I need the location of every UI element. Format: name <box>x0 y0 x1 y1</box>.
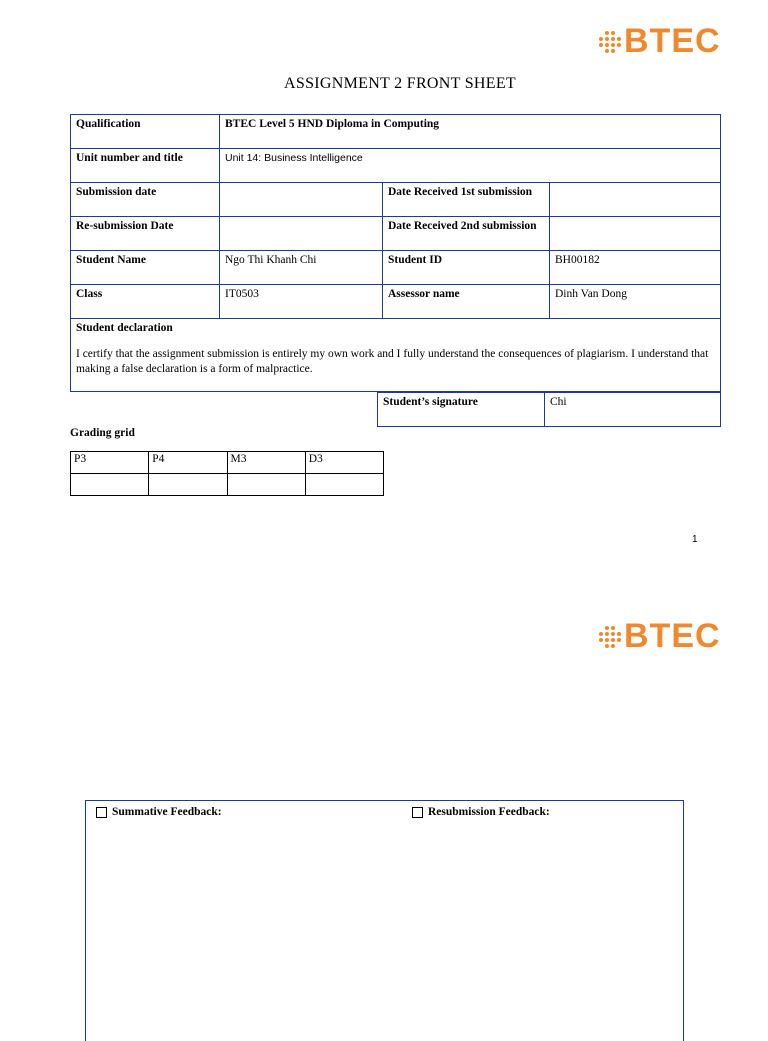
assessor-value: Dinh Van Dong <box>550 285 721 319</box>
btec-logo <box>599 22 721 61</box>
student-id-value: BH00182 <box>550 251 721 285</box>
table-row <box>71 149 721 183</box>
submission-date-value <box>220 183 383 217</box>
resubmission-date-value <box>220 217 383 251</box>
declaration-text: I certify that the assignment submission is entirely my own work and I fully understand the consequences of plagiarism. I understand that making a false declaration is a form of malpractice. <box>76 348 709 375</box>
summative-feedback <box>96 806 222 818</box>
summative-feedback-label: Summative Feedback: <box>112 806 222 818</box>
table-row <box>71 183 721 217</box>
received-2nd-label: Date Received 2nd submission <box>383 217 550 251</box>
table-row <box>378 393 721 427</box>
signature-value: Chi <box>545 393 721 427</box>
checkbox-icon[interactable] <box>96 807 107 818</box>
page-number: 1 <box>692 534 698 545</box>
student-name-label: Student Name <box>71 251 220 285</box>
grading-grid <box>70 451 384 496</box>
resubmission-feedback <box>412 806 550 818</box>
logo-text: BTEC <box>624 617 721 655</box>
class-value: IT0503 <box>220 285 383 319</box>
grade-header-d3: D3 <box>305 452 383 474</box>
student-id-label: Student ID <box>383 251 550 285</box>
table-row <box>71 115 721 149</box>
student-name-value: Ngo Thi Khanh Chi <box>220 251 383 285</box>
class-label: Class <box>71 285 220 319</box>
logo-text: BTEC <box>624 22 721 60</box>
grade-cell[interactable] <box>305 474 383 496</box>
checkbox-icon[interactable] <box>412 807 423 818</box>
received-1st-label: Date Received 1st submission <box>383 183 550 217</box>
submission-date-label: Submission date <box>71 183 220 217</box>
grading-grid-label: Grading grid <box>70 427 135 439</box>
table-row <box>71 251 721 285</box>
declaration-cell <box>71 319 721 392</box>
grade-header-m3: M3 <box>227 452 305 474</box>
received-1st-value <box>550 183 721 217</box>
unit-value: Unit 14: Business Intelligence <box>220 149 721 183</box>
received-2nd-value <box>550 217 721 251</box>
logo-dots-icon <box>599 626 621 648</box>
signature-label: Student’s signature <box>378 393 545 427</box>
qualification-label: Qualification <box>71 115 220 149</box>
unit-label: Unit number and title <box>71 149 220 183</box>
btec-logo <box>599 617 721 656</box>
grade-header-p4: P4 <box>149 452 227 474</box>
assessor-label: Assessor name <box>383 285 550 319</box>
resubmission-date-label: Re-submission Date <box>71 217 220 251</box>
grade-cell[interactable] <box>71 474 149 496</box>
resubmission-feedback-label: Resubmission Feedback: <box>428 806 550 818</box>
table-row <box>71 319 721 392</box>
grade-header-p3: P3 <box>71 452 149 474</box>
grade-cell[interactable] <box>227 474 305 496</box>
table-row <box>71 452 384 474</box>
page-title: ASSIGNMENT 2 FRONT SHEET <box>284 75 516 92</box>
grade-cell[interactable] <box>149 474 227 496</box>
table-row <box>71 474 384 496</box>
signature-table <box>377 392 721 427</box>
logo-dots-icon <box>599 31 621 53</box>
front-sheet-table <box>70 114 721 392</box>
qualification-value: BTEC Level 5 HND Diploma in Computing <box>220 115 721 149</box>
feedback-box <box>85 800 684 1041</box>
declaration-title: Student declaration <box>76 322 173 334</box>
table-row <box>71 217 721 251</box>
table-row <box>71 285 721 319</box>
